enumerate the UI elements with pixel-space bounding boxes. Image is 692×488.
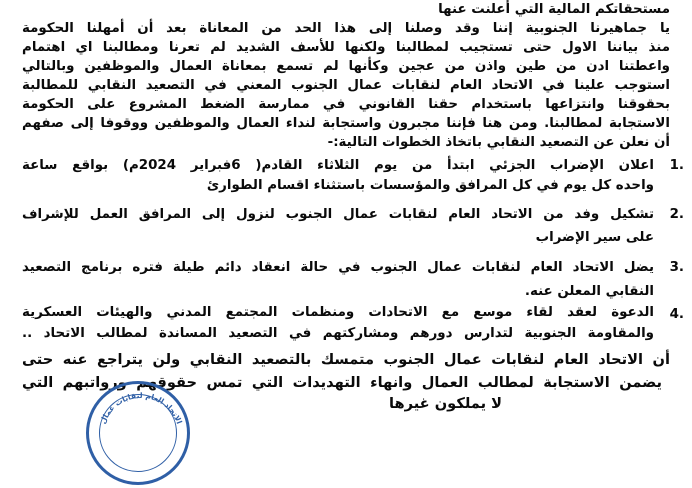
list-item-number: 4. xyxy=(669,307,684,322)
text-line: منذ بياننا الاول حتى تستجيب لمطالبنا ولكنها للأسف الشديد لم تعرنا ومطالبنا اي اهتمام xyxy=(22,40,670,55)
text-line: بحقوقنا وانتزاعها باستخدام حقنا القانوني في ممارسة الضغط المشروع على الحكومة xyxy=(22,97,670,112)
closing-line: يضمن الاستجابة لمطالب العمال وانهاء التهديدات التي تمس حقوقهم ورواتبهم التي xyxy=(22,374,662,391)
list-item-line: الدعوة لعقد لقاء موسع مع الاتحادات ومنظمات المجتمع المدني والهيئات العسكرية xyxy=(22,305,654,320)
seal-text-arc xyxy=(89,384,193,488)
list-item-line: على سير الإضراب xyxy=(535,230,654,245)
text-line: أن نعلن عن التصعيد النقابي باتخاذ الخطوات التالية:- xyxy=(327,135,670,150)
text-line: الاستجابة لمطالبنا. ومن هنا فإننا مجبرون واستجابة لنداء العمال والموظفين ووقوفا إلى صفهم xyxy=(22,116,670,131)
text-line: يا جماهيرنا الجنوبية إننا وقد وصلنا إلى هذا الحد من المعاناة بعد أن أمهلنا الحكومة xyxy=(22,21,670,36)
list-item-line: واحده كل يوم في كل المرافق والمؤسسات باستثناء اقسام الطوارئ xyxy=(206,178,654,193)
seal-text: الاتحاد العام لنقابات عمال xyxy=(98,390,184,426)
closing-line: أن الاتحاد العام لنقابات عمال الجنوب متمسك بالتصعيد النقابي ولن يتراجع عنه حتى xyxy=(22,351,670,368)
union-seal-stamp xyxy=(86,381,190,485)
list-item-line: النقابي المعلن عنه. xyxy=(524,284,654,299)
list-item-number: 2. xyxy=(669,207,684,222)
list-item-line: تشكيل وفد من الاتحاد العام لنقابات عمال الجنوب لنزول إلى المرافق العمل للإشراف xyxy=(22,207,654,222)
text-line: استوجب علينا في الاتحاد العام لنقابات عمال الجنوب المعني في التصعيد النقابي للمطالبة xyxy=(22,78,670,93)
text-line: مستحقاتكم المالية التي أعلنت عنها xyxy=(438,2,670,17)
list-item-line: يضل الاتحاد العام لنقابات عمال الجنوب في حالة انعقاد دائم طيلة فتره برنامج التصعيد xyxy=(22,260,654,275)
list-item-line: والمقاومة الجنوبية لتدارس دورهم ومشاركتهم في التصعيد المساندة لمطالب الاتحاد .. xyxy=(22,326,654,341)
svg-text:الاتحاد العام لنقابات عمال xyxy=(98,391,184,425)
list-item-number: 1. xyxy=(669,158,684,173)
list-item-number: 3. xyxy=(669,260,684,275)
closing-line: لا يملكون غيرها xyxy=(389,395,502,412)
list-item-line: اعلان الإضراب الجزئي ابتدأ من يوم الثلاثاء القادم( 6فبراير 2024م) بواقع ساعة xyxy=(22,158,654,173)
text-line: واعطتنا ادن من طين واذن من عجين وكأنها لم تسمع بمعاناة العمال والموظفين وبالتالي xyxy=(22,59,670,74)
